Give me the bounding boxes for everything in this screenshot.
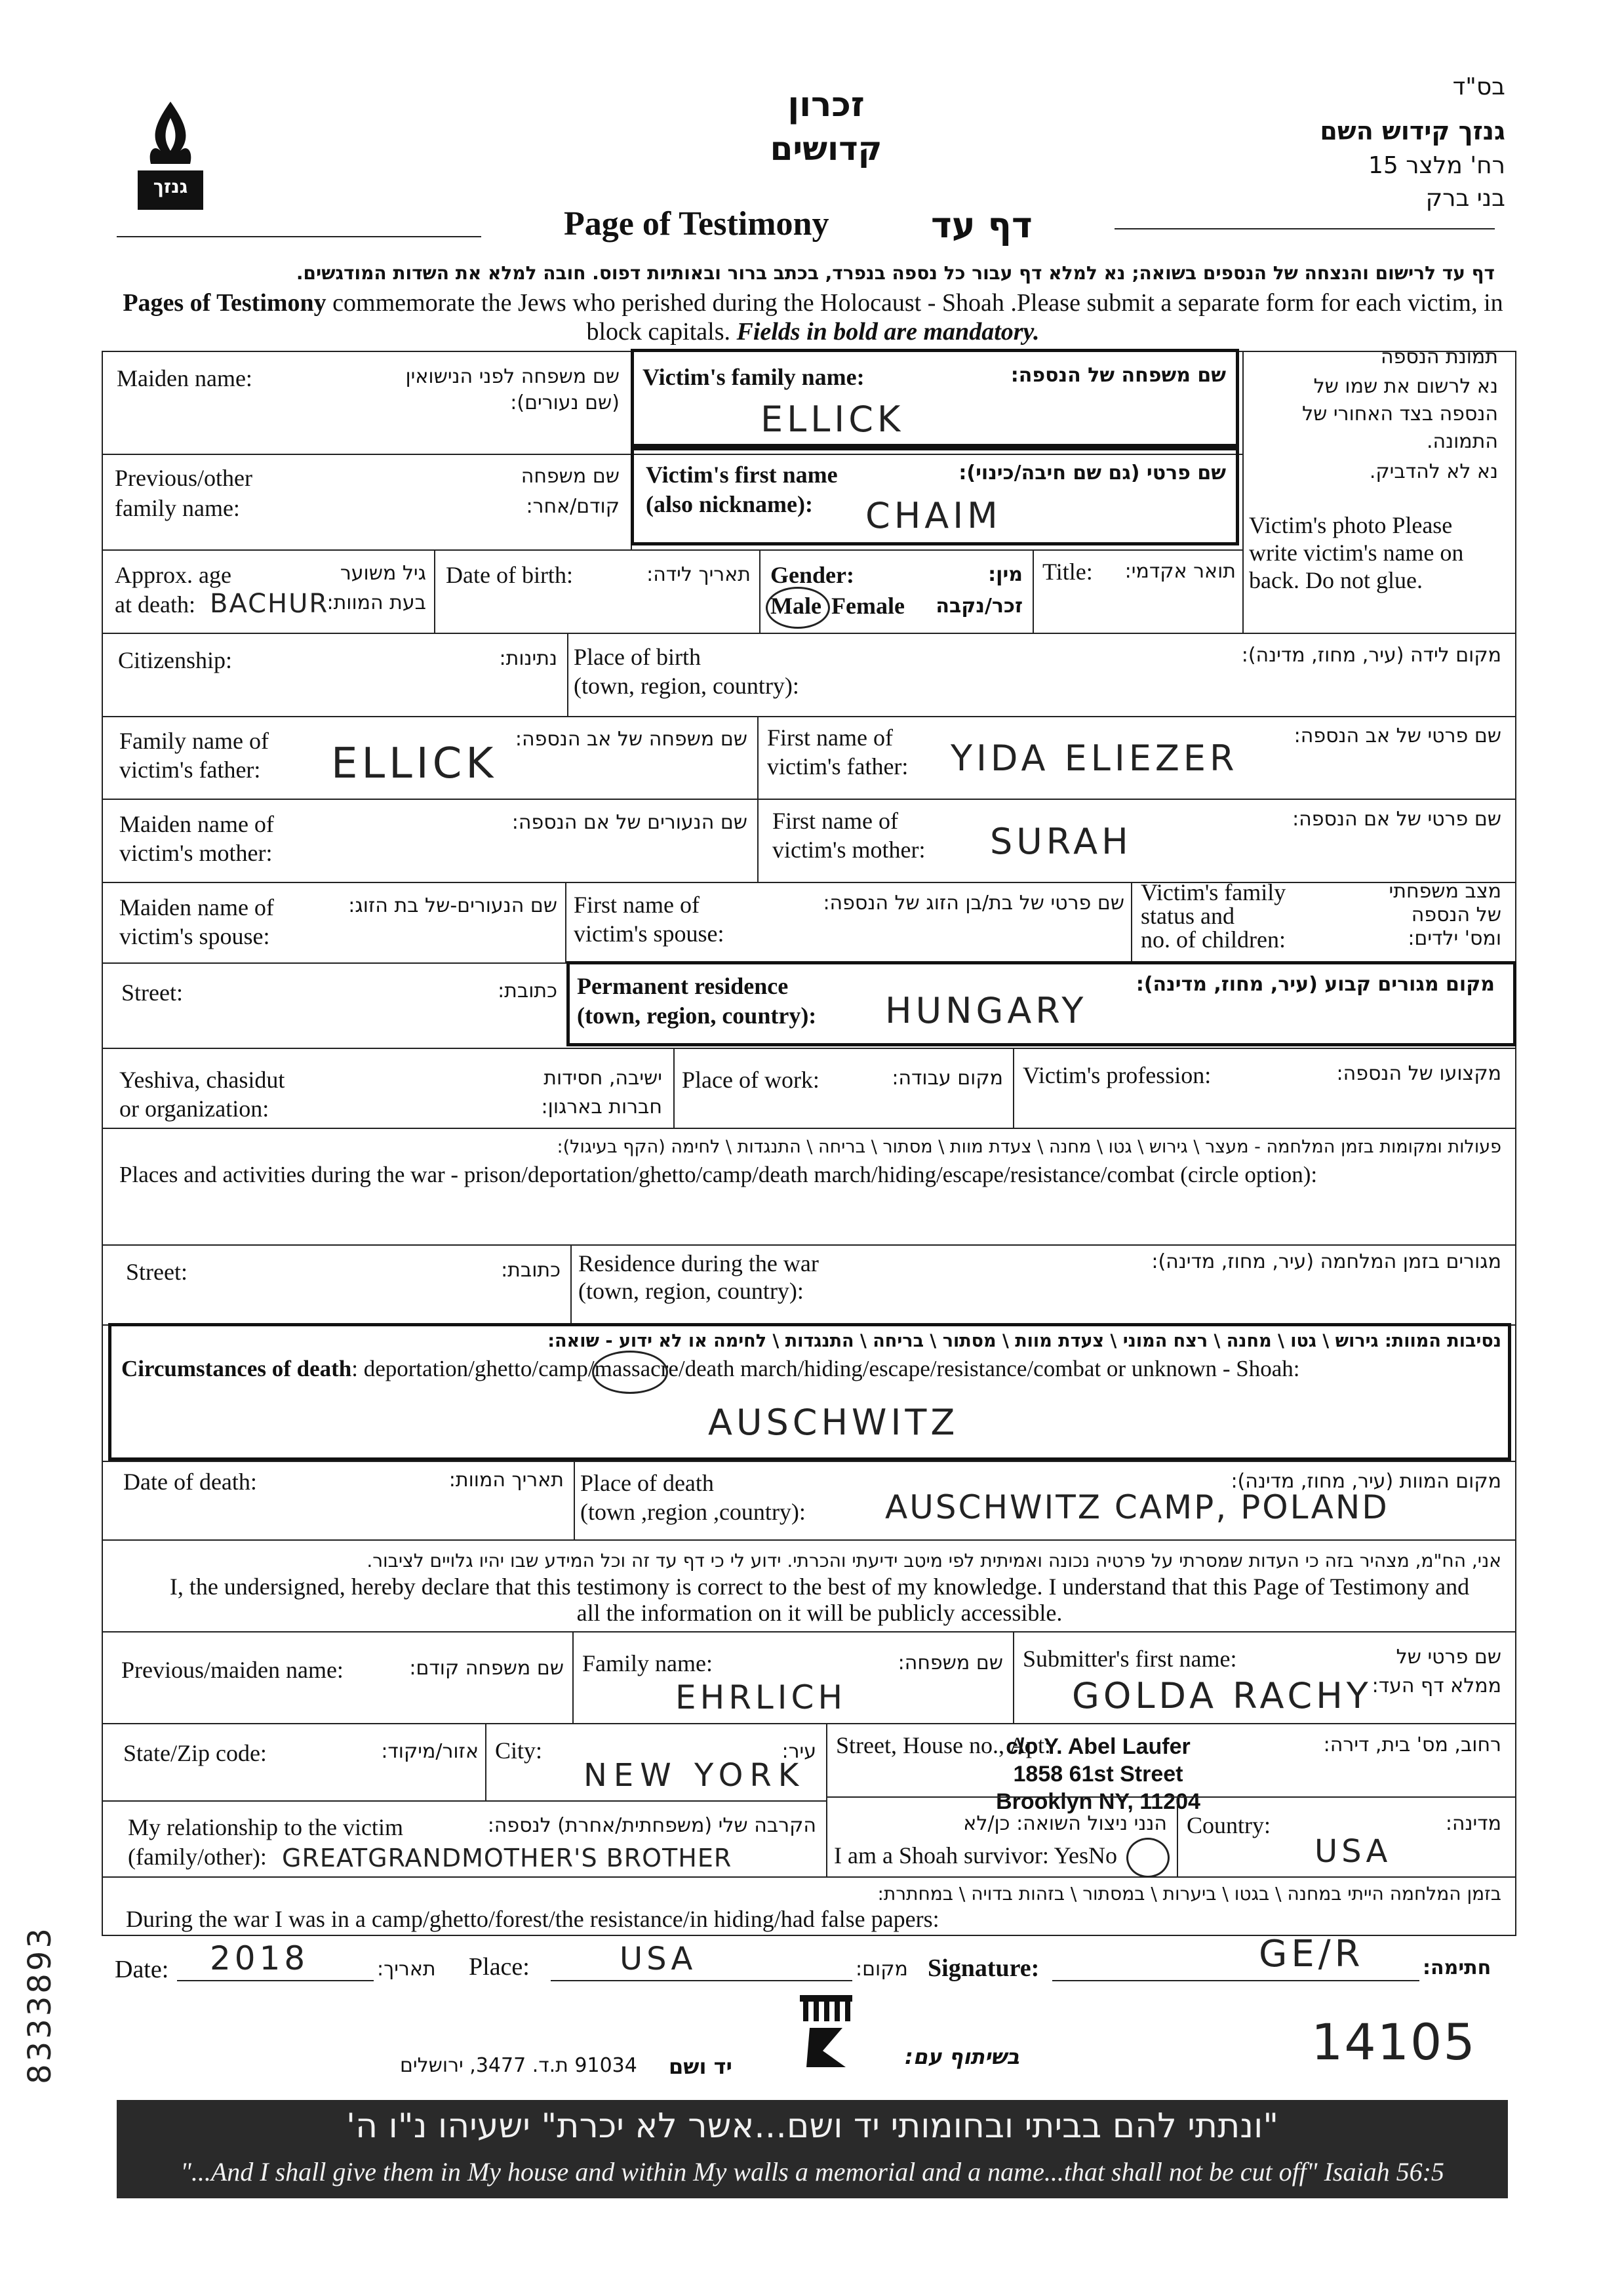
title-label: Title: bbox=[1042, 559, 1093, 585]
maiden-name-heb: שם משפחה לפני הנישואין (שם נעורים): bbox=[405, 365, 620, 414]
flame-icon bbox=[128, 98, 213, 216]
perm-res-label2: (town, region, country): bbox=[577, 1002, 817, 1029]
pod-value[interactable]: AUSCHWITZ CAMP, POLAND bbox=[885, 1488, 1389, 1526]
pod-heb: מקום המוות (עיר, מחוז, מדינה): bbox=[1231, 1470, 1501, 1493]
street-heb: כתובת: bbox=[498, 980, 557, 1002]
spouse-maiden-label2: victim's spouse: bbox=[119, 923, 270, 949]
photo-heb2: נא לרשום את שמו של bbox=[1313, 375, 1498, 398]
victim-family-label: Victim's family name: bbox=[642, 364, 865, 390]
title-heb-line2: קדושים bbox=[770, 130, 882, 168]
father-family-heb: שם משפחה של אב הנספה: bbox=[515, 728, 747, 751]
family-status-heb1: מצב משפחתי bbox=[1389, 880, 1501, 903]
yad-vashem-logo bbox=[797, 1992, 856, 2070]
yad-vashem-icon bbox=[797, 1992, 856, 2070]
pod-label2: (town ,region ,country): bbox=[580, 1499, 806, 1525]
sub-city-heb: עיר: bbox=[781, 1740, 816, 1763]
sub-prev-maiden-heb: שם משפחה קודם: bbox=[409, 1657, 564, 1680]
org-name: גנזך קידוש השם bbox=[1320, 117, 1505, 146]
mother-maiden-label1: Maiden name of bbox=[119, 811, 274, 837]
war-res-label1: Residence during the war bbox=[578, 1250, 819, 1277]
sub-first-value[interactable]: GOLDA RACHY bbox=[1072, 1675, 1372, 1716]
places-en: Places and activities during the war - prison/deportation/ghetto/camp/death march/hiding/escape/resistance/combat (circle option): bbox=[119, 1162, 1318, 1187]
date-label: Date: bbox=[115, 1956, 169, 1983]
family-status-heb2: של הנספה bbox=[1411, 903, 1501, 926]
side-number: 8333893 bbox=[21, 1926, 58, 2084]
signature-heb: חתימה: bbox=[1423, 1956, 1492, 1979]
victim-first-label2: (also nickname): bbox=[646, 491, 813, 517]
mother-first-label2: victim's mother: bbox=[772, 837, 926, 863]
dod-label: Date of death: bbox=[123, 1469, 257, 1495]
ganzach-logo bbox=[128, 98, 213, 216]
sub-rel-heb: הקרבה שלי (משפחתית/אחרת) לנספה: bbox=[487, 1814, 816, 1837]
sub-family-heb: שם משפחה: bbox=[898, 1652, 1003, 1674]
sub-survivor-label: I am a Shoah survivor: YesNo bbox=[834, 1842, 1117, 1869]
profession-heb: מקצועו של הנספה: bbox=[1336, 1062, 1501, 1085]
during-war-en: During the war I was in a camp/ghetto/forest/the resistance/in hiding/had false papers: bbox=[126, 1906, 939, 1932]
sub-city-label: City: bbox=[495, 1737, 543, 1764]
stamp-line3: Brooklyn NY, 11204 bbox=[996, 1789, 1200, 1814]
stamp-line1: c/o Y. Abel Laufer bbox=[1006, 1734, 1191, 1759]
title-heb: דף עד bbox=[931, 205, 1033, 246]
yeshiva-heb1: ישיבה, חסידות bbox=[543, 1067, 662, 1090]
citizenship-label: Citizenship: bbox=[118, 647, 232, 673]
gender-male[interactable]: Male bbox=[770, 593, 821, 619]
pob-heb: מקום לידה (עיר, מחוז, מדינה): bbox=[1241, 644, 1501, 667]
date-heb: תאריך: bbox=[377, 1958, 436, 1981]
age-heb2: בעת המוות: bbox=[326, 591, 426, 614]
logo-letters: גנזך bbox=[153, 176, 188, 197]
handwritten-number: 14105 bbox=[1311, 2013, 1476, 2071]
sub-zip-heb: אזור/מיקוד: bbox=[381, 1740, 479, 1763]
survivor-no[interactable]: No bbox=[1088, 1842, 1117, 1869]
sub-street-label: Street, House no., Apt: bbox=[836, 1732, 1051, 1758]
dob-label: Date of birth: bbox=[446, 562, 573, 588]
prev-family-label1: Previous/other bbox=[115, 465, 252, 491]
age-heb1: גיל משוער bbox=[340, 562, 426, 585]
org-city: בני ברק bbox=[1425, 185, 1505, 212]
survivor-yes[interactable]: Yes bbox=[1054, 1842, 1088, 1869]
title-heb-line1: זכרון bbox=[787, 85, 865, 125]
sub-country-heb: מדינה: bbox=[1445, 1812, 1501, 1835]
sub-rel-label2: (family/other): bbox=[128, 1844, 267, 1870]
circ-value[interactable]: AUSCHWITZ bbox=[708, 1402, 959, 1443]
mother-first-value[interactable]: SURAH bbox=[990, 821, 1132, 862]
spouse-maiden-label1: Maiden name of bbox=[119, 894, 274, 920]
prev-family-heb1: שם משפחה bbox=[521, 465, 620, 488]
spouse-first-label2: victim's spouse: bbox=[574, 920, 724, 947]
place-heb: מקום: bbox=[856, 1958, 908, 1981]
sub-street-heb: רחוב, מס' בית, דירה: bbox=[1323, 1733, 1501, 1756]
father-first-label2: victim's father: bbox=[767, 753, 909, 780]
family-status-label1: Victim's family bbox=[1141, 879, 1286, 905]
age-value[interactable]: BACHUR bbox=[210, 589, 329, 619]
title-en: Page of Testimony bbox=[564, 205, 829, 243]
prev-family-label2: family name: bbox=[115, 495, 240, 521]
sub-rel-label1: My relationship to the victim bbox=[128, 1814, 403, 1840]
stamp-line2: 1858 61st Street bbox=[1013, 1762, 1183, 1787]
declaration-en: I, the undersigned, hereby declare that this testimony is correct to the best of my knowledge. I understand that this Page of Testimony and all the information on it will be publicly accessible. bbox=[169, 1574, 1470, 1626]
yeshiva-label1: Yeshiva, chasidut bbox=[119, 1067, 285, 1093]
title-heb-label: תואר אקדמי: bbox=[1124, 560, 1236, 583]
photo-heb3: הנספה בצד האחורי של bbox=[1302, 403, 1498, 426]
gender-heb1: מין: bbox=[988, 563, 1023, 586]
address-stamp bbox=[954, 1733, 1242, 1815]
family-status-label2: status and bbox=[1141, 903, 1235, 929]
sub-first-heb2: ממלא דף העד: bbox=[1372, 1674, 1501, 1697]
father-first-heb: שם פרטי של אב הנספה: bbox=[1294, 724, 1501, 747]
sub-family-label: Family name: bbox=[582, 1650, 713, 1676]
quote-banner bbox=[117, 2100, 1508, 2198]
org-street: רח' מלצר 15 bbox=[1368, 152, 1505, 179]
sub-first-label: Submitter's first name: bbox=[1023, 1646, 1237, 1672]
sub-country-label: Country: bbox=[1187, 1812, 1271, 1838]
photo-heb5: נא לא להדביק. bbox=[1369, 460, 1498, 483]
places-heb: פעולות ומקומות בזמן המלחמה - מעצר \ גירוש \ גטו \ מחנה \ צעדת מוות \ מסתור \ בריחה \ התנגדות \ לחימה (הקף בעיגול): bbox=[557, 1137, 1501, 1157]
yad-vashem-label: יד ושם bbox=[669, 2054, 732, 2079]
father-family-label1: Family name of bbox=[119, 728, 269, 754]
work-label: Place of work: bbox=[682, 1067, 820, 1093]
yeshiva-heb2: חברות בארגון: bbox=[541, 1096, 662, 1118]
victim-first-heb: שם פרטי (גם שם חיבה/כינוי): bbox=[958, 462, 1226, 485]
photo-heb1: תמונת הנספה bbox=[1381, 346, 1498, 368]
family-status-label3: no. of children: bbox=[1141, 926, 1286, 953]
date-value[interactable]: 2018 bbox=[210, 1939, 309, 1977]
war-street-heb: כתובת: bbox=[501, 1259, 561, 1282]
spouse-maiden-heb: שם הנעורים-של בת הזוג: bbox=[348, 894, 557, 917]
banner-heb: "ונתתי להם בביתי ובחומותי יד ושם...אשר לא יכרת" ישעיהו נ"ו ה' bbox=[346, 2107, 1279, 2146]
partnership-heb: בשיתוף עם: bbox=[905, 2044, 1019, 2069]
dob-heb: תאריך לידה: bbox=[646, 563, 751, 586]
age-label1: Approx. age bbox=[115, 562, 231, 588]
during-war-heb: בזמן המלחמה הייתי במחנה \ בגטו \ ביערות \ במסתור \ בזהות בדויה \ במחתרת: bbox=[877, 1883, 1501, 1905]
sub-rel-value[interactable]: GREATGRANDMOTHER'S BROTHER bbox=[282, 1844, 732, 1872]
sub-survivor-heb: הנני ניצול השואה: כן/לא bbox=[963, 1812, 1167, 1835]
sub-family-value[interactable]: EHRLICH bbox=[675, 1678, 847, 1716]
sub-country-value[interactable]: USA bbox=[1314, 1833, 1392, 1870]
pob-label1: Place of birth bbox=[574, 644, 701, 670]
address-line: 91034 ת.ד. 3477, ירושלים bbox=[400, 2054, 637, 2077]
gender-male-circle bbox=[766, 587, 830, 629]
family-status-heb3: ומס' ילדים: bbox=[1408, 927, 1501, 950]
gender-label: Gender: bbox=[770, 562, 854, 588]
spouse-first-heb: שם פרטי של בת/בן הזוג של הנספה: bbox=[823, 892, 1124, 915]
victim-family-heb: שם משפחה של הנספה: bbox=[1010, 364, 1226, 387]
bsd-mark: בס"ד bbox=[1452, 73, 1505, 100]
prev-family-heb2: קודם/אחר: bbox=[526, 495, 620, 518]
war-street-label: Street: bbox=[126, 1259, 188, 1285]
victim-first-value[interactable]: CHAIM bbox=[865, 495, 1002, 536]
father-family-value[interactable]: ELLICK bbox=[331, 740, 498, 788]
work-heb: מקום עבודה: bbox=[892, 1067, 1003, 1090]
perm-res-value[interactable]: HUNGARY bbox=[885, 990, 1088, 1031]
declaration-heb: אני, הח"מ, מצהיר בזה כי העדות שמסרתי על פרטיה נכונה ואמיתית לפי מיטב ידיעתי והכרתי. ידוע לי כי דף עד זה וכל המידע שבו יהיו גלויים לציבור. bbox=[366, 1550, 1501, 1572]
perm-res-label1: Permanent residence bbox=[577, 973, 789, 999]
pod-label1: Place of death bbox=[580, 1470, 714, 1496]
mother-maiden-label2: victim's mother: bbox=[119, 840, 273, 866]
father-first-value[interactable]: YIDA ELIEZER bbox=[951, 738, 1238, 779]
intro-heb: דף עד לרישום והנצחה של הנספים בשואה; נא למלא דף עבור כל נספה בנפרד, בכתב ברור ובאותיות דפוס. חובה למלא את השדות המודגשים. bbox=[296, 262, 1495, 284]
victim-family-value[interactable]: ELLICK bbox=[761, 399, 905, 440]
dod-heb: תאריך המוות: bbox=[448, 1469, 564, 1492]
father-family-label2: victim's father: bbox=[119, 757, 261, 783]
signature-value[interactable]: GE/R bbox=[1259, 1933, 1364, 1975]
father-first-label1: First name of bbox=[767, 724, 893, 751]
banner-en: "...And I shall give them in My house and within My walls a memorial and a name...that shall not be cut off" Isaiah 56:5 bbox=[180, 2157, 1444, 2187]
profession-label: Victim's profession: bbox=[1023, 1062, 1212, 1088]
yeshiva-label2: or organization: bbox=[119, 1096, 269, 1122]
photo-en: Victim's photo Please write victim's name on back. Do not glue. bbox=[1249, 512, 1464, 593]
spouse-first-label1: First name of bbox=[574, 892, 700, 918]
intro-en: Pages of Testimony commemorate the Jews who perished during the Holocaust - Shoah .Please submit a separate form for each victim, in block capitals. Fields in bold are mandatory. bbox=[123, 289, 1503, 346]
circ-en: Circumstances of death: deportation/ghetto/camp/massacre/death march/hiding/escape/resistance/combat or unknown - Shoah: bbox=[121, 1356, 1300, 1381]
mother-maiden-heb: שם הנעורים של אם הנספה: bbox=[511, 811, 747, 834]
street-label: Street: bbox=[121, 980, 183, 1006]
maiden-name-label: Maiden name: bbox=[117, 365, 252, 391]
perm-res-heb: מקום מגורים קבוע (עיר, מחוז, מדינה): bbox=[1136, 973, 1495, 996]
sub-prev-maiden-label: Previous/maiden name: bbox=[121, 1657, 344, 1683]
gender-female[interactable]: Female bbox=[831, 593, 905, 619]
pob-label2: (town, region, country): bbox=[574, 673, 799, 699]
war-res-label2: (town, region, country): bbox=[578, 1278, 804, 1304]
circ-camp-circle bbox=[592, 1351, 668, 1394]
mother-first-label1: First name of bbox=[772, 808, 898, 834]
sub-zip-label: State/Zip code: bbox=[123, 1740, 267, 1766]
place-label: Place: bbox=[469, 1953, 530, 1981]
place-value[interactable]: USA bbox=[620, 1941, 697, 1977]
sub-first-heb1: שם פרטי של bbox=[1396, 1646, 1501, 1669]
gender-heb2: זכר/נקבה bbox=[936, 595, 1023, 618]
war-res-heb: מגורים בזמן המלחמה (עיר, מחוז, מדינה): bbox=[1151, 1250, 1501, 1273]
photo-heb4: התמונה. bbox=[1426, 430, 1498, 453]
sub-city-value[interactable]: NEW YORK bbox=[583, 1757, 806, 1794]
signature-label: Signature: bbox=[928, 1954, 1040, 1982]
victim-first-label1: Victim's first name bbox=[646, 462, 838, 488]
circ-heb: נסיבות המוות: גירוש \ גטו \ מחנה \ רצח המוני \ צעדת מוות \ מסתור \ בריחה \ התנגדות \ לחימה או לא ידוע - שואה: bbox=[547, 1331, 1501, 1351]
survivor-no-circle bbox=[1126, 1838, 1170, 1878]
citizenship-heb: נתינות: bbox=[499, 647, 557, 670]
age-label2: at death: bbox=[115, 591, 195, 618]
mother-first-heb: שם פרטי של אם הנספה: bbox=[1292, 808, 1501, 831]
